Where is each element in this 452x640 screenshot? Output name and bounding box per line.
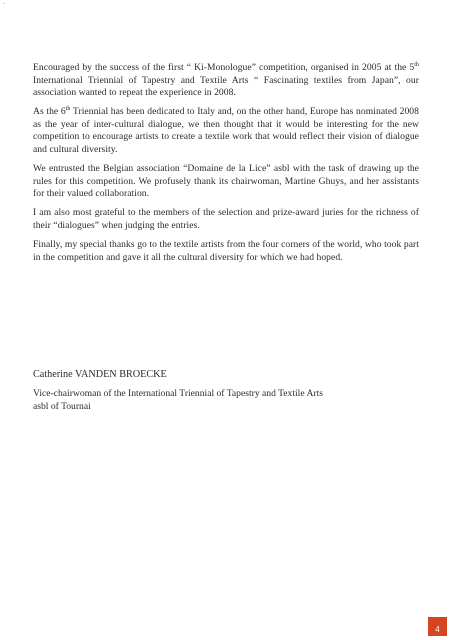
body-text — [33, 62, 419, 271]
paragraph-4: I am also most grateful to the members of the selection and prize-award juries for the richness of their “dialogues” when judging the entries. — [33, 207, 419, 232]
page-number-badge: 4 — [428, 617, 447, 636]
ordinal-suffix: th — [65, 106, 71, 113]
signatory-name: Catherine VANDEN BROECKE — [33, 369, 167, 380]
paragraph-5: Finally, my special thanks go to the textile artists from the four corners of the world, who took part in the competition and gave it all the cultural diversity for which we had hoped. — [33, 239, 419, 263]
corner-mark: - — [3, 1, 5, 7]
paragraph-2-text: As the 6 — [33, 106, 66, 118]
paragraph-2-text-cont: Triennial has been dedicated to Italy and, on the other hand, Europe has nominated 2008 as the year of inter-cultural dialogue, we then thought that it would be interesting for the new competition to encourage artists to create a textile work that would reflect their vision of dialogue and cultural diversity. — [33, 106, 419, 156]
paragraph-1 — [33, 62, 419, 100]
paragraph-2 — [33, 106, 419, 156]
signatory-organisation: asbl of Tournai — [33, 400, 91, 412]
paragraph-3: We entrusted the Belgian association “Domaine de la Lice” asbl with the task of drawing up the rules for this competition. We profusely thank its chairwoman, Martine Ghuys, and her assistants for their valued collaboration. — [33, 163, 419, 200]
paragraph-1-text-cont: International Triennial of Tapestry and Textile Arts “ Fascinating textiles from Japan”, our association wanted to repeat the experience in 2008. — [33, 74, 419, 99]
signatory-role: Vice-chairwoman of the International Triennial of Tapestry and Textile Arts — [33, 388, 323, 399]
paragraph-1-text: Encouraged by the success of the first “ Ki-Monologue” competition, organised in 2005 at the 5 — [33, 62, 415, 73]
signature-block — [33, 369, 419, 413]
ordinal-suffix: th — [414, 61, 419, 68]
